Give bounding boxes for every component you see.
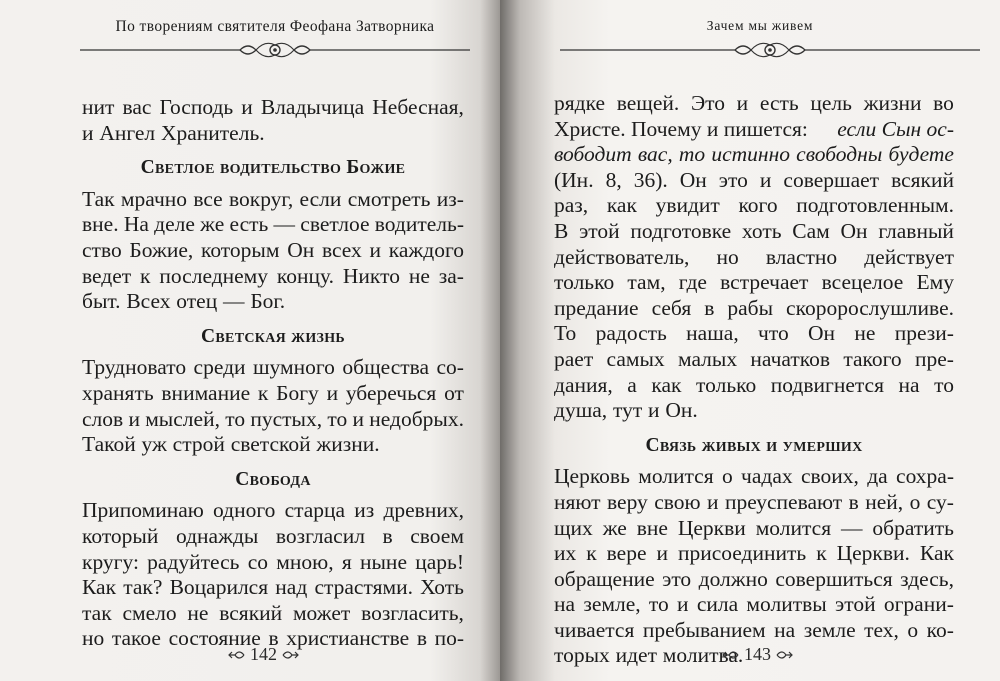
word: отец bbox=[176, 289, 218, 314]
word: такого bbox=[843, 346, 902, 371]
word: рабы bbox=[727, 295, 774, 320]
word: Всех bbox=[126, 289, 171, 314]
word: есть bbox=[229, 212, 269, 237]
word: Небесная, bbox=[372, 95, 464, 119]
text-line bbox=[82, 121, 464, 147]
word: мрачно bbox=[120, 186, 188, 211]
text-line bbox=[82, 381, 464, 407]
word: древних, bbox=[383, 498, 464, 523]
word: истинно bbox=[711, 142, 790, 167]
section-heading: Светлое водительство Божие bbox=[140, 157, 406, 179]
text-line bbox=[554, 373, 954, 399]
word: преуспевают bbox=[725, 489, 843, 514]
word: ство bbox=[82, 237, 122, 262]
text-line bbox=[82, 264, 464, 290]
word: же bbox=[200, 212, 225, 237]
word: общества bbox=[342, 355, 430, 380]
word: и bbox=[656, 541, 669, 566]
word: кругу: bbox=[82, 549, 139, 574]
word: на bbox=[898, 372, 920, 397]
word: должно bbox=[698, 566, 768, 591]
word: Никто bbox=[342, 263, 400, 288]
page-number: 143 bbox=[744, 644, 771, 664]
word: от bbox=[444, 380, 464, 405]
word: во bbox=[933, 91, 954, 115]
word: увидит bbox=[655, 193, 720, 218]
page-number-right bbox=[722, 644, 793, 665]
word: рядке bbox=[554, 91, 606, 115]
word: царь! bbox=[415, 549, 464, 574]
word: же bbox=[602, 515, 627, 540]
word: этой bbox=[579, 218, 620, 243]
word: ко- bbox=[926, 617, 954, 642]
word: каждого bbox=[388, 237, 464, 262]
text-line bbox=[82, 187, 464, 213]
word: вне. bbox=[82, 212, 119, 237]
word: и bbox=[736, 91, 749, 115]
word: Это bbox=[690, 91, 725, 115]
word: жизни bbox=[863, 91, 922, 115]
word: о bbox=[907, 617, 919, 642]
word: одного bbox=[213, 498, 276, 523]
word: скороpослушливе. bbox=[786, 295, 954, 320]
word: в bbox=[268, 626, 279, 651]
word: себя bbox=[651, 295, 692, 320]
word: к bbox=[257, 380, 269, 405]
word: веру bbox=[607, 489, 648, 514]
text-line bbox=[554, 91, 954, 117]
word: малых bbox=[677, 346, 738, 371]
word: Он bbox=[808, 321, 836, 346]
word: то bbox=[327, 406, 348, 431]
left-page-text bbox=[82, 95, 464, 652]
word: внимание bbox=[161, 380, 251, 405]
word: а bbox=[627, 372, 637, 397]
word: о bbox=[909, 489, 921, 514]
word: которым bbox=[200, 237, 280, 262]
word: То bbox=[554, 321, 577, 346]
word: вободит bbox=[554, 142, 632, 167]
word: я bbox=[341, 549, 352, 574]
word: радуйтесь bbox=[147, 549, 240, 574]
word: и bbox=[128, 406, 140, 431]
word: и bbox=[369, 237, 382, 262]
text-line bbox=[554, 592, 954, 618]
word: если bbox=[299, 186, 342, 211]
word: и bbox=[82, 120, 94, 145]
word: Хранитель. bbox=[160, 120, 265, 145]
word: в bbox=[416, 626, 427, 651]
word: их bbox=[554, 541, 577, 566]
word: няют bbox=[554, 489, 601, 514]
word: шумного bbox=[253, 355, 335, 380]
word: молится bbox=[755, 515, 832, 540]
word: Богу bbox=[276, 380, 319, 405]
word: Ему bbox=[916, 270, 954, 295]
word: Как bbox=[919, 541, 954, 566]
word: 36). bbox=[633, 167, 668, 192]
text-line bbox=[554, 168, 954, 194]
word: земле, bbox=[583, 592, 641, 617]
word: идет bbox=[615, 643, 657, 668]
text-line bbox=[82, 289, 464, 315]
word: мною, bbox=[276, 549, 334, 574]
word: свободны bbox=[796, 142, 883, 167]
word: уж bbox=[141, 432, 167, 457]
word: нит bbox=[82, 95, 115, 119]
text-line bbox=[554, 490, 954, 516]
word: о bbox=[721, 464, 733, 489]
word: и bbox=[707, 489, 719, 514]
word: жизни. bbox=[316, 432, 380, 457]
word: главный bbox=[878, 218, 954, 243]
word: прези- bbox=[894, 321, 954, 346]
word: так? bbox=[123, 575, 163, 600]
word: подготовленным. bbox=[796, 193, 954, 218]
word: к bbox=[816, 541, 827, 566]
word: тех, bbox=[864, 617, 899, 642]
word: молитвы bbox=[746, 592, 827, 617]
word: что bbox=[758, 321, 789, 346]
text-line bbox=[554, 245, 954, 271]
word: со bbox=[247, 549, 269, 574]
word: возгласить, bbox=[361, 600, 464, 625]
word: все bbox=[193, 186, 223, 211]
word: Церкви bbox=[677, 515, 746, 540]
word: самых bbox=[606, 346, 665, 371]
word: среди bbox=[193, 355, 246, 380]
word: Бог. bbox=[250, 289, 286, 314]
word: — bbox=[223, 289, 245, 314]
word: за- bbox=[438, 263, 464, 288]
word: есть bbox=[759, 91, 799, 115]
word: подготовке bbox=[630, 218, 732, 243]
word: действователь, bbox=[554, 244, 690, 269]
word: такое bbox=[111, 626, 161, 651]
word: к bbox=[586, 541, 597, 566]
text-line bbox=[554, 516, 954, 542]
word: где bbox=[678, 270, 707, 295]
word: вокруг, bbox=[229, 186, 294, 211]
word: су- bbox=[926, 489, 954, 514]
word: по- bbox=[434, 626, 464, 651]
text-line bbox=[82, 498, 464, 524]
word: строй bbox=[172, 432, 225, 457]
text-line bbox=[82, 550, 464, 576]
word: подвигнется bbox=[770, 372, 884, 397]
word: совершиться bbox=[775, 566, 893, 591]
word: душа, bbox=[554, 398, 608, 423]
word: пустых, bbox=[250, 406, 323, 431]
word: молитва. bbox=[662, 643, 744, 668]
word: вне bbox=[636, 515, 668, 540]
word: состояние bbox=[168, 626, 261, 651]
word: не bbox=[854, 321, 876, 346]
word: водитель- bbox=[374, 212, 464, 237]
word: только bbox=[696, 372, 757, 397]
word: на bbox=[554, 592, 576, 617]
word: как bbox=[651, 372, 682, 397]
word: недобрых. bbox=[369, 406, 464, 431]
word: только bbox=[554, 270, 615, 295]
word: будете bbox=[888, 142, 954, 167]
word: здесь, bbox=[900, 566, 954, 591]
text-line bbox=[82, 407, 464, 433]
word: ведет bbox=[82, 263, 132, 288]
word: возгласил bbox=[275, 523, 365, 548]
word: да bbox=[867, 464, 888, 489]
word: Так bbox=[82, 186, 115, 211]
word: наша, bbox=[686, 321, 739, 346]
word: из- bbox=[436, 186, 464, 211]
word: однажды bbox=[175, 523, 259, 548]
text-line bbox=[554, 270, 954, 296]
word: сила bbox=[696, 592, 739, 617]
text-line bbox=[554, 219, 954, 245]
word: деле bbox=[154, 212, 195, 237]
word: в bbox=[848, 489, 859, 514]
word: торых bbox=[554, 643, 610, 668]
word: действует bbox=[864, 244, 954, 269]
section-heading: Свобода bbox=[235, 468, 311, 490]
word: земле bbox=[803, 617, 856, 642]
word: к bbox=[140, 263, 151, 288]
word: рает bbox=[554, 346, 594, 371]
word: который bbox=[82, 523, 159, 548]
word: (Ин. bbox=[554, 167, 594, 192]
word: там, bbox=[627, 270, 666, 295]
word: то bbox=[648, 592, 669, 617]
word: пребыванием bbox=[642, 617, 766, 642]
text-line bbox=[554, 567, 954, 593]
word: Сам bbox=[792, 218, 830, 243]
word: присоединить bbox=[677, 541, 807, 566]
page-number-left bbox=[228, 644, 299, 665]
running-head-left: По творениям святителя Феофана Затворника bbox=[115, 18, 435, 35]
word: концу. bbox=[276, 263, 335, 288]
word: обратить bbox=[872, 515, 954, 540]
word: всякий bbox=[891, 167, 954, 192]
word: пре- bbox=[914, 346, 954, 371]
word: начатков bbox=[750, 346, 831, 371]
word: — bbox=[841, 515, 863, 540]
word: Он bbox=[840, 218, 868, 243]
word: Божие, bbox=[129, 237, 194, 262]
word: Господь bbox=[159, 95, 234, 119]
word: сохра- bbox=[896, 464, 954, 489]
word: последнему bbox=[159, 263, 269, 288]
text-line bbox=[82, 238, 464, 264]
word: вере bbox=[606, 541, 647, 566]
word: как bbox=[606, 193, 637, 218]
word: вещей. bbox=[616, 91, 680, 115]
word: смело bbox=[122, 600, 177, 625]
word: радость bbox=[595, 321, 667, 346]
word: 8, bbox=[605, 167, 622, 192]
word: над bbox=[275, 575, 308, 600]
word: встречает bbox=[720, 270, 809, 295]
word: слов bbox=[82, 406, 124, 431]
word: Такой bbox=[82, 432, 136, 457]
word: так bbox=[82, 600, 112, 625]
text-line bbox=[554, 193, 954, 219]
word: быт. bbox=[82, 289, 121, 314]
word: Он. bbox=[665, 398, 698, 423]
word: чадах bbox=[741, 464, 793, 489]
word: это bbox=[718, 167, 748, 192]
word: из bbox=[354, 498, 375, 523]
word: тут bbox=[612, 398, 643, 423]
word: Воцарился bbox=[169, 575, 269, 600]
text-line bbox=[82, 601, 464, 627]
text-line bbox=[82, 212, 464, 238]
word: светской bbox=[230, 432, 311, 457]
text-line bbox=[554, 398, 954, 424]
text-line bbox=[554, 296, 954, 322]
word: Церковь bbox=[554, 464, 630, 489]
running-head-right: Зачем мы живем bbox=[706, 18, 814, 33]
word: то bbox=[225, 406, 246, 431]
word: уберечься bbox=[345, 380, 437, 405]
word: В bbox=[554, 218, 569, 243]
word: предание bbox=[554, 295, 639, 320]
word: страстями. bbox=[314, 575, 413, 600]
word: ограни- bbox=[883, 592, 954, 617]
word: и bbox=[241, 95, 253, 119]
word: всецелое bbox=[821, 270, 904, 295]
word: Он bbox=[287, 237, 315, 262]
word: хранять bbox=[82, 380, 154, 405]
page-number: 142 bbox=[250, 644, 277, 664]
word: и bbox=[677, 592, 689, 617]
word: — bbox=[273, 212, 296, 237]
word: своем bbox=[410, 523, 464, 548]
word: свою bbox=[654, 489, 701, 514]
text-line bbox=[554, 347, 954, 373]
text-fragment: Христе. Почему и пишется: bbox=[554, 116, 808, 141]
word: цель bbox=[810, 91, 852, 115]
text-line bbox=[554, 541, 954, 567]
folio-ornament-icon bbox=[722, 648, 740, 662]
folio-ornament-icon bbox=[775, 648, 793, 662]
word: в bbox=[704, 295, 715, 320]
word: На bbox=[123, 212, 149, 237]
word: ней, bbox=[865, 489, 904, 514]
scripture-quote: если Сын ос- bbox=[837, 116, 954, 141]
folio-ornament-icon bbox=[228, 648, 246, 662]
word: этой bbox=[834, 592, 876, 617]
scripture-quote bbox=[554, 142, 954, 168]
text-line bbox=[82, 355, 464, 381]
word: светлое bbox=[300, 212, 370, 237]
word: смотреть bbox=[347, 186, 431, 211]
word: мыслей, bbox=[145, 406, 220, 431]
text-line bbox=[82, 95, 464, 121]
text-line bbox=[554, 618, 954, 644]
word: и bbox=[352, 406, 364, 431]
word: и bbox=[759, 167, 772, 192]
word: Ангел bbox=[99, 120, 156, 145]
word: молится bbox=[638, 464, 714, 489]
word: чивается bbox=[554, 617, 635, 642]
word: не bbox=[408, 263, 430, 288]
word: не bbox=[187, 600, 209, 625]
word: вас, bbox=[637, 142, 673, 167]
word: своих, bbox=[800, 464, 859, 489]
word: со- bbox=[436, 355, 464, 380]
word: совершает bbox=[783, 167, 880, 192]
word: может bbox=[292, 600, 351, 625]
text-line bbox=[82, 524, 464, 550]
word: щих bbox=[554, 515, 593, 540]
word: и bbox=[326, 380, 339, 405]
word: вас bbox=[122, 95, 152, 119]
text-line bbox=[554, 117, 954, 143]
word: в bbox=[382, 523, 393, 548]
text-line bbox=[554, 464, 954, 490]
word: это bbox=[662, 566, 692, 591]
word: Хоть bbox=[420, 575, 464, 600]
folio-ornament-icon bbox=[281, 648, 299, 662]
right-page-text bbox=[554, 91, 954, 669]
word: Владычица bbox=[260, 95, 365, 119]
text-line bbox=[82, 575, 464, 601]
ornament-divider-right bbox=[560, 42, 980, 58]
word: на bbox=[774, 617, 796, 642]
text-line bbox=[554, 321, 954, 347]
word: и bbox=[648, 398, 660, 423]
word: то bbox=[934, 372, 954, 397]
word: кого bbox=[738, 193, 778, 218]
word: то bbox=[678, 142, 706, 167]
word: раз, bbox=[554, 193, 589, 218]
word: Припоминаю bbox=[82, 498, 204, 523]
right-page bbox=[500, 0, 1000, 681]
word: всякий bbox=[219, 600, 283, 625]
word: дания, bbox=[554, 372, 613, 397]
word: Церкви. bbox=[836, 541, 910, 566]
section-heading: Светская жизнь bbox=[201, 325, 345, 347]
word: обращение bbox=[554, 566, 655, 591]
word: но bbox=[716, 244, 739, 269]
word: Как bbox=[82, 575, 117, 600]
word: всех bbox=[321, 237, 362, 262]
word: Он bbox=[679, 167, 707, 192]
word: хоть bbox=[741, 218, 782, 243]
word: но bbox=[82, 626, 105, 651]
ornament-divider-left bbox=[80, 42, 470, 58]
section-heading: Связь живых и умерших bbox=[645, 434, 863, 456]
word: ныне bbox=[359, 549, 407, 574]
text-line bbox=[82, 432, 464, 458]
word: властно bbox=[765, 244, 838, 269]
word: Трудновато bbox=[82, 355, 187, 380]
word: христианстве bbox=[286, 626, 410, 651]
word: старца bbox=[284, 498, 346, 523]
